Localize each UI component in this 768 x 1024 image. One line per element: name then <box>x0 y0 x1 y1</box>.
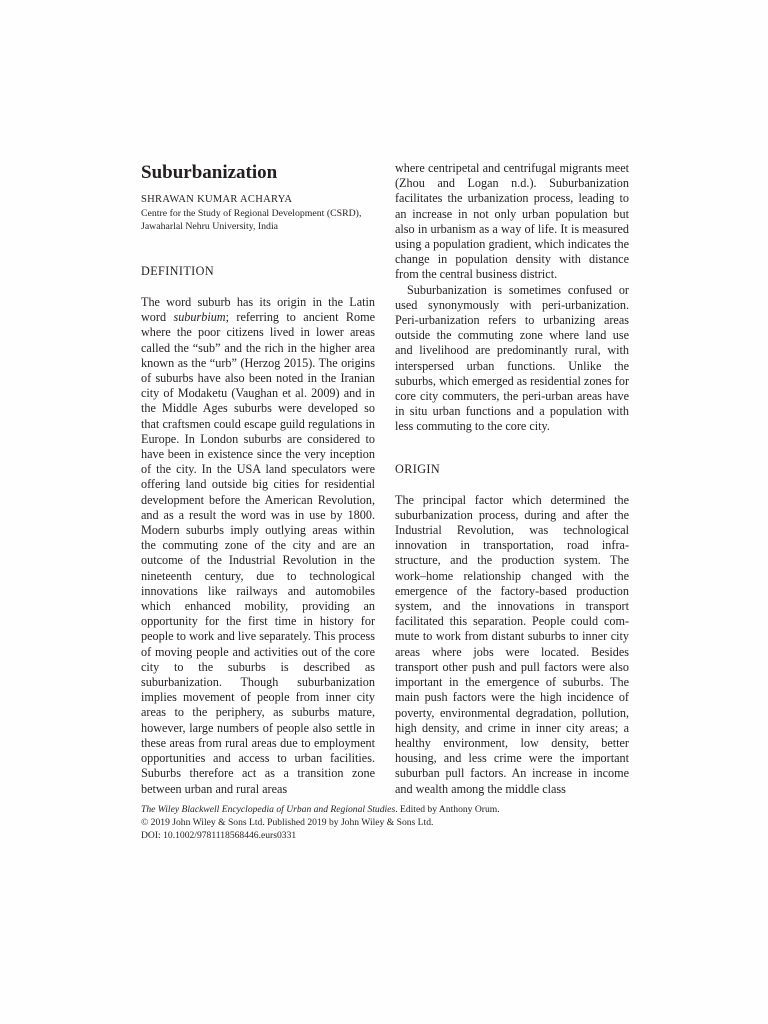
footer-copyright: © 2019 John Wiley & Sons Ltd. Published 2019 by John Wiley & Sons Ltd. <box>141 816 434 828</box>
footer-encyclopedia-line <box>141 804 641 817</box>
left-column <box>141 161 375 797</box>
author-name: SHRAWAN KUMAR ACHARYA <box>141 194 293 205</box>
definition-p1-latin-term: suburbium <box>173 310 226 325</box>
footer-doi: DOI: 10.1002/9781118568446.eurs0331 <box>141 829 297 841</box>
right-column <box>395 161 629 797</box>
article-title: Suburbanization <box>141 162 278 183</box>
definition-p1-rest: ; referring to ancient Rome where the poor citizens lived in lower areas called the “sub” and the rich in the higher area known as the “urb” (Herzog 2015). The origins of suburbs have also been noted in the Iranian city of Modaketu (Vaughan et al. 2009) and in the Middle Ages suburbs were developed so that craftsmen could escape guild regulations in Europe. In London suburbs are considered to have been in existence since the very inception of the city. In the USA land speculators were offering land outside big cities for residential development before the American Revolution, and as a result the word was in use by 1800. Modern suburbs imply outlying areas within the commuting zone of the city and are an outcome of the Industrial Revolution in the nineteenth century, due to technological innovations like railways and automobiles which enhanced mobility, providing an opportunity for the first time in history for people to work and live separately. This process of moving people and activities out of the core city to the suburbs is described as suburbanization. Though suburbanization implies movement of people from inner city areas to the periphery, as suburbs mature, however, large numbers of people also settle in these areas from rural areas due to employment opportunities and access to urban facilities. Suburbs therefore act as a transition zone between urban and rural areas <box>141 310 375 796</box>
definition-heading: DEFINITION <box>141 264 215 278</box>
affiliation-line-2: Jawaharlal Nehru University, India <box>141 220 279 232</box>
affiliation-line-1: Centre for the Study of Regional Development (CSRD), <box>141 208 362 219</box>
definition-p1-start: The word suburb has its origin in the Latin word <box>141 295 375 325</box>
encyclopedia-title: The Wiley Blackwell Encyclopedia of Urban and Regional Studies <box>141 804 396 815</box>
definition-paragraph-1-continued: where centripetal and centrifugal migrants meet (Zhou and Logan n.d.). Suburbanization facilitates the urbanization process, leading to an increase in not only urban population but also in urbanism as a way of life. It is measured using a population gradient, which indicates the change in population density with distance from the central business district. <box>395 161 629 282</box>
encyclopedia-editor: . Edited by Anthony Orum. <box>395 804 500 815</box>
definition-paragraph-1 <box>141 295 375 797</box>
origin-paragraph-1: The principal factor which determined the suburbanization process, during and after the Industrial Revolution, was technological innovation in transportation, road infrastructure, and the production system. The work–home relationship changed with the emergence of the factory-based production system, and the innovations in transport facilitated this separation. People could commute to work from distant suburbs to inner city areas where jobs were located. Besides transport other push and pull factors were also important in the emergence of suburbs. The main push factors were the high incidence of poverty, environmental degradation, pollution, high density, and crime in inner city areas; a healthy environment, low density, better housing, and less crime were the important suburban pull factors. An increase in income and wealth among the middle class <box>395 492 629 796</box>
author-affiliation <box>141 208 375 233</box>
definition-paragraph-2: Suburbanization is sometimes confused or used synonymously with peri-urbanization. Peri-urbanization refers to urbanizing areas outside the commuting zone where land use and livelihood are predominantly rural, with interspersed urban functions. Unlike the suburbs, which emerged as residential zones for core city commuters, the peri-urban areas have in situ urban functions and a population with less commuting to the core city. <box>395 282 629 434</box>
citation-footer <box>141 804 641 842</box>
origin-heading: ORIGIN <box>395 461 441 476</box>
